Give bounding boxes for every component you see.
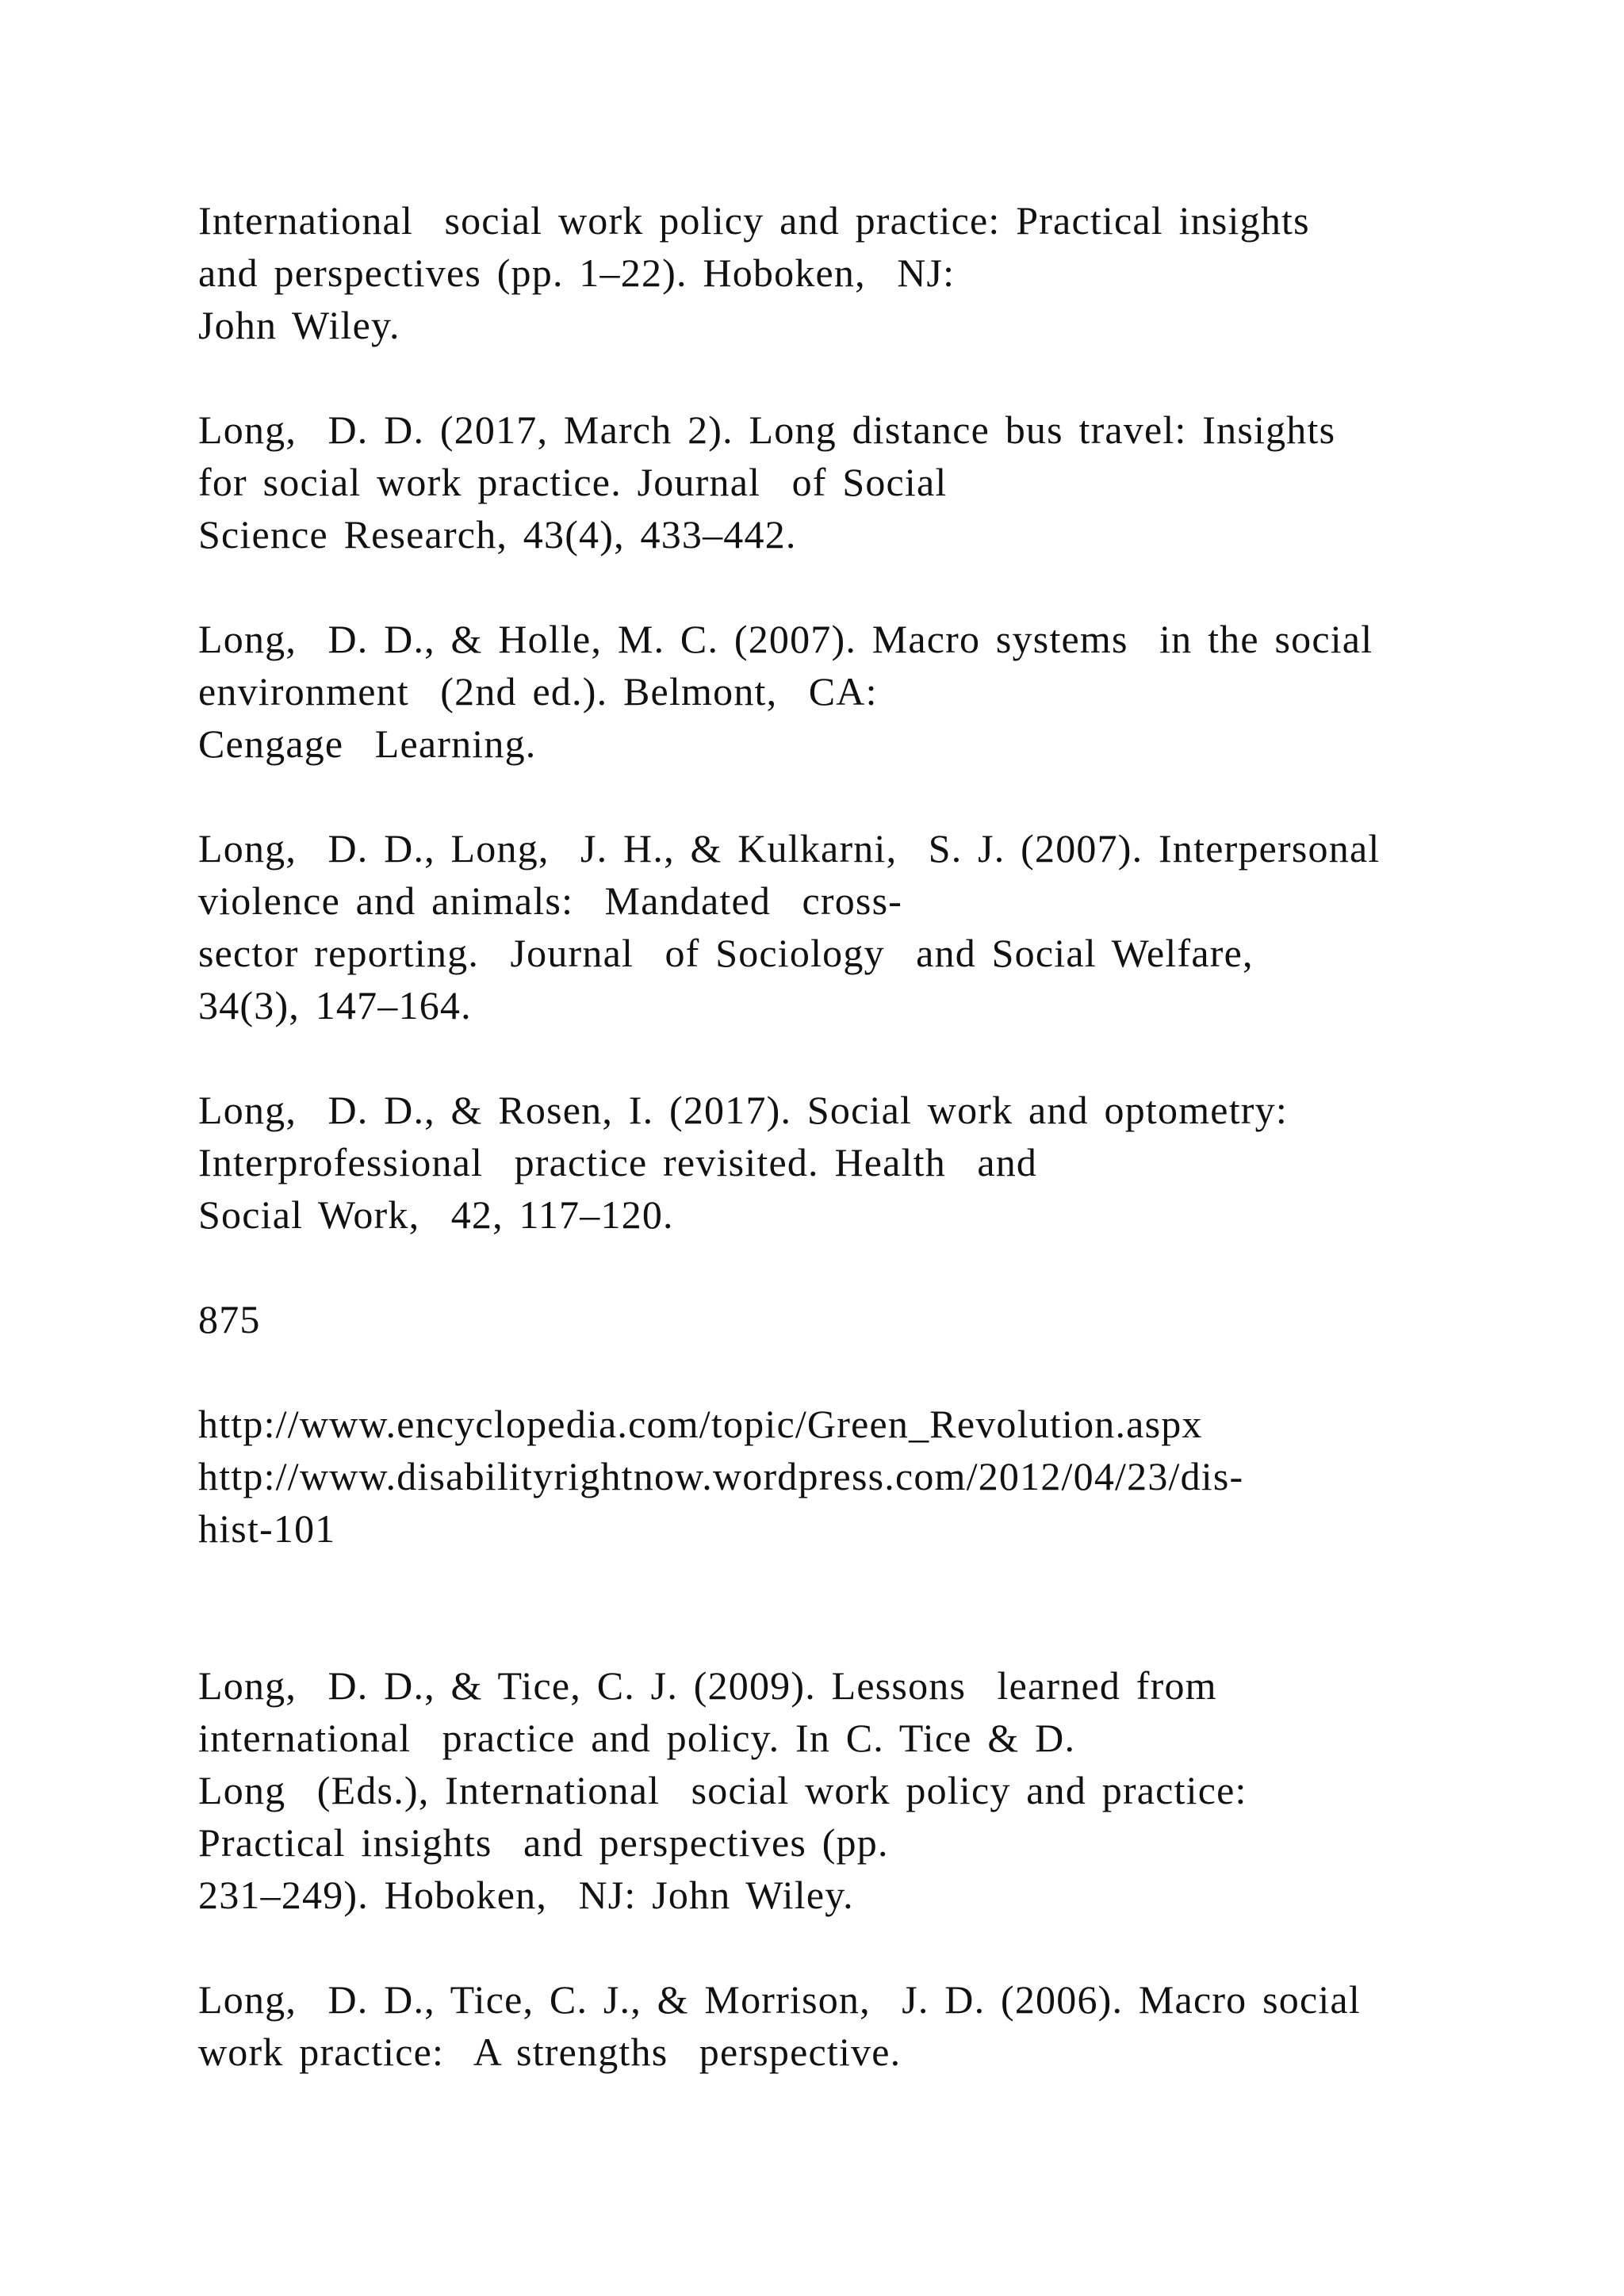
reference-line: Cengage Learning. [198,721,537,766]
reference-line: John Wiley. [198,303,400,347]
reference-entry [198,194,1467,351]
reference-line: violence and animals: Mandated cross- [198,878,903,923]
page-number: 875 [198,1297,261,1341]
url-line: http://www.disabilityrightnow.wordpress.com/2012/04/23/dis- [198,1454,1244,1498]
reference-entry [198,1659,1467,1921]
reference-entry [198,1973,1467,2078]
reference-line: sector reporting. Journal of Sociology and Social Welfare, [198,931,1254,975]
reference-line: Long, D. D., Tice, C. J., & Morrison, J. D. (2006). Macro social [198,1977,1361,2022]
url-line: hist-101 [198,1506,336,1551]
reference-line: 231–249). Hoboken, NJ: John Wiley. [198,1873,854,1917]
url-line: http://www.encyclopedia.com/topic/Green_Revolution.aspx [198,1402,1203,1446]
reference-line: Social Work, 42, 117–120. [198,1192,674,1237]
reference-line: environment (2nd ed.). Belmont, CA: [198,669,878,714]
reference-list [198,194,1467,2130]
page-number-block [198,1293,1467,1345]
reference-line: Long, D. D., & Rosen, I. (2017). Social work and optometry: [198,1088,1288,1132]
reference-line: international practice and policy. In C. Tice & D. [198,1716,1076,1760]
reference-line: Long (Eds.), International social work policy and practice: [198,1768,1247,1812]
reference-line: work practice: A strengths perspective. [198,2030,902,2074]
reference-line: and perspectives (pp. 1–22). Hoboken, NJ: [198,251,956,295]
reference-entry [198,404,1467,561]
reference-line: Science Research, 43(4), 433–442. [198,512,797,557]
reference-entry [198,822,1467,1031]
reference-line: Long, D. D., Long, J. H., & Kulkarni, S. J. (2007). Interpersonal [198,826,1381,871]
reference-line: Practical insights and perspectives (pp. [198,1820,889,1865]
reference-line: Interprofessional practice revisited. Health and [198,1140,1038,1184]
reference-line: 34(3), 147–164. [198,983,472,1027]
reference-line: for social work practice. Journal of Social [198,460,948,504]
reference-line: Long, D. D., & Tice, C. J. (2009). Lessons learned from [198,1663,1217,1708]
reference-entry [198,613,1467,770]
reference-line: Long, D. D., & Holle, M. C. (2007). Macro systems in the social [198,617,1373,661]
reference-line: International social work policy and practice: Practical insights [198,198,1310,243]
url-list [198,1398,1467,1555]
reference-entry [198,1084,1467,1241]
reference-line: Long, D. D. (2017, March 2). Long distance bus travel: Insights [198,408,1336,452]
